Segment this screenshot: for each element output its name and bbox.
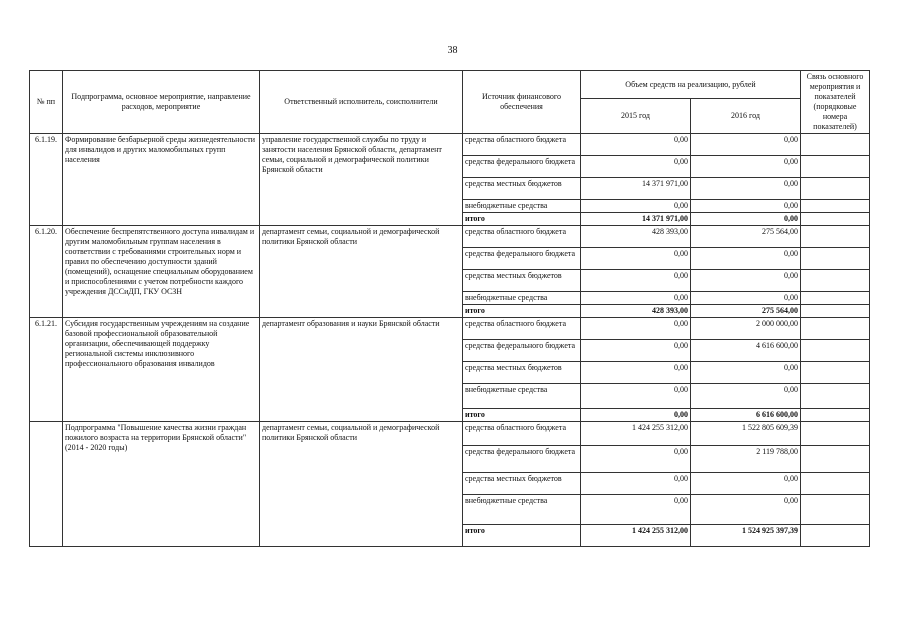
indicator-link — [801, 384, 870, 409]
indicator-link — [801, 292, 870, 305]
amount-2016: 2 000 000,00 — [691, 318, 801, 340]
amount-2016: 0,00 — [691, 292, 801, 305]
budget-table — [29, 70, 870, 547]
funding-source: средства областного бюджета — [463, 422, 581, 446]
amount-2015: 0,00 — [581, 362, 691, 384]
amount-2015: 0,00 — [581, 156, 691, 178]
indicator-link — [801, 178, 870, 200]
funding-source: средства федерального бюджета — [463, 340, 581, 362]
amount-2015: 0,00 — [581, 292, 691, 305]
table-row — [30, 422, 870, 446]
amount-2015: 0,00 — [581, 384, 691, 409]
budget-table-body — [30, 134, 870, 547]
funding-source: средства областного бюджета — [463, 134, 581, 156]
item-executor: департамент семьи, социальной и демографической политики Брянской области — [260, 226, 463, 318]
funding-source: средства федерального бюджета — [463, 156, 581, 178]
item-number: 6.1.21. — [30, 318, 63, 422]
funding-source: итого — [463, 409, 581, 422]
item-number: 6.1.19. — [30, 134, 63, 226]
amount-2016: 0,00 — [691, 156, 801, 178]
amount-2016: 6 616 600,00 — [691, 409, 801, 422]
amount-2015: 14 371 971,00 — [581, 213, 691, 226]
item-program: Обеспечение беспрепятственного доступа инвалидам и другим маломобильным группам населения в соответствии с требованиями строительных норм и правил по обеспечению доступности зданий (помещений), оснащение специальным оборудованием и приспособлениями с учетом потребности каждого учреждения ДССиДП, ГКУ ОСЗН — [63, 226, 260, 318]
header-link: Связь основного мероприятия и показателей (порядковые номера показателей) — [801, 71, 870, 134]
amount-2015: 0,00 — [581, 248, 691, 270]
funding-source: итого — [463, 305, 581, 318]
indicator-link — [801, 305, 870, 318]
amount-2015: 0,00 — [581, 473, 691, 495]
item-number: 6.1.20. — [30, 226, 63, 318]
table-row — [30, 226, 870, 248]
item-number — [30, 422, 63, 547]
amount-2016: 0,00 — [691, 362, 801, 384]
indicator-link — [801, 409, 870, 422]
funding-source: средства федерального бюджета — [463, 446, 581, 473]
item-program: Субсидия государственным учреждениям на создание базовой профессиональной образовательной организации, обеспечивающей поддержку региональной системы инклюзивного профессионального образования инвалидов — [63, 318, 260, 422]
indicator-link — [801, 473, 870, 495]
header-year-2016: 2016 год — [691, 99, 801, 134]
funding-source: итого — [463, 213, 581, 226]
indicator-link — [801, 226, 870, 248]
indicator-link — [801, 446, 870, 473]
indicator-link — [801, 200, 870, 213]
indicator-link — [801, 213, 870, 226]
amount-2016: 0,00 — [691, 178, 801, 200]
amount-2016: 1 524 925 397,39 — [691, 525, 801, 547]
amount-2016: 275 564,00 — [691, 305, 801, 318]
indicator-link — [801, 134, 870, 156]
amount-2015: 428 393,00 — [581, 305, 691, 318]
amount-2016: 0,00 — [691, 200, 801, 213]
page-number: 38 — [447, 45, 458, 56]
amount-2015: 0,00 — [581, 495, 691, 525]
header-year-2015: 2015 год — [581, 99, 691, 134]
amount-2015: 0,00 — [581, 200, 691, 213]
funding-source: средства областного бюджета — [463, 226, 581, 248]
indicator-link — [801, 318, 870, 340]
amount-2015: 0,00 — [581, 270, 691, 292]
amount-2016: 0,00 — [691, 384, 801, 409]
amount-2016: 0,00 — [691, 248, 801, 270]
funding-source: внебюджетные средства — [463, 384, 581, 409]
indicator-link — [801, 422, 870, 446]
amount-2015: 0,00 — [581, 409, 691, 422]
amount-2016: 2 119 788,00 — [691, 446, 801, 473]
funding-source: внебюджетные средства — [463, 292, 581, 305]
amount-2016: 0,00 — [691, 473, 801, 495]
amount-2016: 275 564,00 — [691, 226, 801, 248]
amount-2015: 1 424 255 312,00 — [581, 422, 691, 446]
header-num: № пп — [30, 71, 63, 134]
item-executor: департамент семьи, социальной и демографической политики Брянской области — [260, 422, 463, 547]
amount-2016: 0,00 — [691, 495, 801, 525]
amount-2016: 1 522 805 609,39 — [691, 422, 801, 446]
header-volume: Объем средств на реализацию, рублей — [581, 71, 801, 99]
amount-2015: 0,00 — [581, 446, 691, 473]
amount-2016: 0,00 — [691, 270, 801, 292]
item-program: Подпрограмма "Повышение качества жизни граждан пожилого возраста на территории Брянской области" (2014 - 2020 годы) — [63, 422, 260, 547]
funding-source: итого — [463, 525, 581, 547]
amount-2015: 1 424 255 312,00 — [581, 525, 691, 547]
header-executor: Ответственный исполнитель, соисполнители — [260, 71, 463, 134]
item-executor: управление государственной службы по труду и занятости населения Брянской области, департамент семьи, социальной и демографической политики Брянской области — [260, 134, 463, 226]
amount-2015: 428 393,00 — [581, 226, 691, 248]
indicator-link — [801, 525, 870, 547]
funding-source: средства федерального бюджета — [463, 248, 581, 270]
funding-source: средства местных бюджетов — [463, 178, 581, 200]
item-executor: департамент образования и науки Брянской области — [260, 318, 463, 422]
indicator-link — [801, 362, 870, 384]
indicator-link — [801, 270, 870, 292]
funding-source: средства местных бюджетов — [463, 362, 581, 384]
amount-2015: 0,00 — [581, 134, 691, 156]
funding-source: средства местных бюджетов — [463, 270, 581, 292]
funding-source: средства областного бюджета — [463, 318, 581, 340]
amount-2015: 0,00 — [581, 340, 691, 362]
header-program: Подпрограмма, основное мероприятие, направление расходов, мероприятие — [63, 71, 260, 134]
amount-2016: 0,00 — [691, 213, 801, 226]
item-program: Формирование безбарьерной среды жизнедеятельности для инвалидов и других маломобильных групп населения — [63, 134, 260, 226]
amount-2015: 0,00 — [581, 318, 691, 340]
funding-source: внебюджетные средства — [463, 495, 581, 525]
funding-source: внебюджетные средства — [463, 200, 581, 213]
indicator-link — [801, 156, 870, 178]
indicator-link — [801, 340, 870, 362]
amount-2016: 0,00 — [691, 134, 801, 156]
header-source: Источник финансового обеспечения — [463, 71, 581, 134]
amount-2015: 14 371 971,00 — [581, 178, 691, 200]
indicator-link — [801, 495, 870, 525]
indicator-link — [801, 248, 870, 270]
table-row — [30, 134, 870, 156]
funding-source: средства местных бюджетов — [463, 473, 581, 495]
table-row — [30, 318, 870, 340]
amount-2016: 4 616 600,00 — [691, 340, 801, 362]
